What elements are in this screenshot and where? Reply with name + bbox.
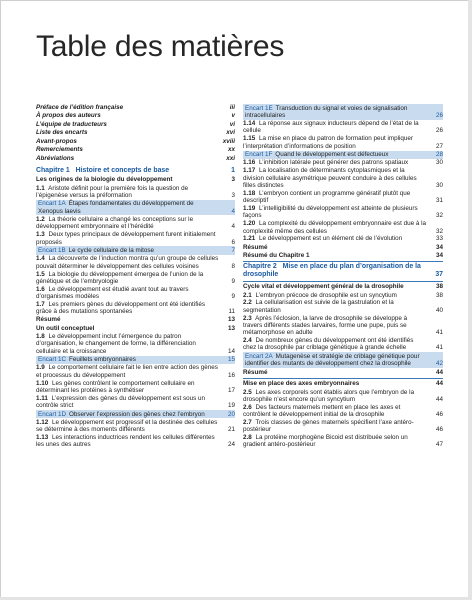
page-number: 3 (231, 176, 235, 184)
page-number: xvi (226, 129, 235, 137)
toc-entry[interactable] (36, 255, 235, 270)
toc-section-text (36, 176, 225, 183)
page-number: 4 (231, 207, 235, 215)
toc-entry-text (243, 235, 433, 242)
toc-chapter-text (36, 167, 225, 175)
toc-encart-text (36, 200, 225, 215)
toc-entry[interactable] (243, 434, 443, 449)
toc-entry-number: 2.7 (243, 418, 252, 426)
page-number: 6 (231, 238, 235, 246)
toc-column-right (243, 104, 443, 449)
toc-entry-title: Aristote définit pour la première fois la question de l’épigenèse versus la préformation (36, 184, 189, 199)
toc-section-title: Résumé du Chapitre 1 (243, 251, 310, 259)
page-number: 44 (435, 395, 443, 403)
page-number: 30 (435, 159, 443, 167)
toc-entry-text (36, 434, 225, 449)
toc-entry-number: 2.4 (243, 337, 252, 345)
toc-entry-title: Les premiers gènes du développement ont été identifiés grâce à des mutations spontanées (36, 300, 205, 316)
toc-entry-number: 1.7 (36, 300, 45, 308)
toc-entry-title: Après l’éclosion, la larve de drosophile se développe à travers différents stades larvaires, forme une pupe, puis se métamorphose en adulte (243, 314, 408, 337)
toc-entry-text (36, 380, 225, 395)
toc-entry-number: 2.3 (243, 314, 252, 322)
toc-entry-text (243, 167, 433, 189)
toc-section[interactable] (36, 325, 235, 332)
page-number: 47 (435, 441, 443, 449)
toc-entry-text (243, 315, 433, 337)
page-number: 15 (227, 356, 235, 364)
toc-entry-text (243, 220, 433, 235)
encart-label: Encart 1C (38, 356, 66, 364)
page-number: 3 (231, 191, 235, 199)
toc-entry[interactable] (36, 395, 235, 410)
toc-entry[interactable] (36, 333, 235, 355)
toc-entry[interactable] (36, 216, 235, 231)
toc-entry-number: 2.2 (243, 299, 252, 307)
toc-entry[interactable] (36, 286, 235, 301)
toc-entry-text (243, 337, 433, 352)
toc-entry-text (243, 135, 433, 150)
toc-chapter-title: Mise en place du plan d’organisation de la drosophile (243, 263, 421, 279)
toc-entry[interactable] (36, 419, 235, 434)
page-number: 40 (435, 306, 443, 314)
toc-front-matter-text (36, 138, 223, 145)
toc-entry-title: Le comportement cellulaire fait le lien entre action des gènes et processus du développement (36, 364, 218, 379)
toc-encart-text (243, 151, 433, 158)
toc-front-matter[interactable] (36, 112, 235, 119)
encart-label: Encart 1D (38, 410, 66, 418)
toc-encart[interactable] (36, 410, 235, 418)
toc-entry-title: Deux types principaux de développement furent initialement proposés (36, 231, 216, 246)
toc-entry-text (36, 286, 225, 301)
section-divider (243, 378, 443, 379)
page-number: 13 (227, 316, 235, 324)
page-number: 1 (231, 167, 235, 175)
toc-entry-title: Le développement est étudié avant tout au travers d’organismes modèles (36, 285, 189, 300)
toc-section[interactable] (36, 316, 235, 323)
toc-entry-number: 1.6 (36, 285, 45, 293)
toc-encart[interactable] (243, 104, 443, 120)
toc-section[interactable] (243, 283, 443, 290)
toc-entry-text (36, 271, 225, 286)
page-number: 33 (435, 235, 443, 243)
toc-entry-title: L’expression des gènes du développement est sous un contrôle strict (36, 394, 206, 410)
toc-section-title: Un outil conceptuel (36, 324, 95, 332)
toc-front-matter-text (36, 121, 225, 128)
page-title: Table des matières (36, 30, 285, 63)
toc-entry-text (243, 419, 433, 434)
toc-front-matter-title: Liste des encarts (36, 129, 88, 137)
toc-entry-title: La localisation de déterminants cytoplasmiques et la division cellulaire asymétrique peuvent conduire à des cellules filles distinctes (243, 167, 417, 189)
toc-section[interactable] (36, 176, 235, 183)
toc-chapter[interactable] (243, 263, 443, 279)
toc-encart-title: Transduction du signal et voies de signalisation intracellulaires (245, 104, 408, 119)
toc-entry[interactable] (243, 159, 443, 166)
toc-entry-title: Trois classes de gènes maternels spécifient l’axe antéro-postérieur (243, 418, 414, 434)
page-number: 30 (435, 181, 443, 189)
page-number: xx (227, 146, 235, 154)
encart-label: Encart 1F (245, 151, 273, 159)
toc-entry-number: 2.6 (243, 403, 252, 411)
toc-entry[interactable] (243, 120, 443, 135)
toc-section-title: Résumé (243, 368, 268, 376)
page-number: 38 (435, 291, 443, 299)
toc-entry-number: 1.21 (243, 235, 256, 243)
toc-chapter-title: Histoire et concepts de base (75, 167, 170, 175)
toc-entry-number: 1.17 (243, 167, 256, 175)
toc-entry-title: Les interactions inductrices rendent les cellules différentes les unes des autres (36, 434, 215, 449)
page-number: 28 (435, 151, 443, 159)
section-divider (243, 281, 443, 282)
toc-entry[interactable] (243, 167, 443, 189)
toc-encart-text (243, 105, 433, 120)
toc-entry-title: Les axes corporels sont établis alors que l’embryon de la drosophile n’est encore qu’un syncytium (243, 388, 415, 403)
toc-front-matter-text (36, 129, 225, 136)
toc-entry-number: 2.1 (243, 291, 252, 299)
toc-section-text (243, 252, 433, 259)
toc-front-matter-title: Abréviations (36, 154, 75, 162)
toc-entry-text (36, 395, 225, 410)
toc-section-text (36, 325, 225, 332)
page-number: 31 (435, 197, 443, 205)
toc-entry[interactable] (243, 292, 443, 299)
toc-entry-title: L’embryon contient un programme génératif plutôt que descriptif (243, 189, 411, 205)
page-number: 19 (227, 402, 235, 410)
toc-entry-text (243, 190, 433, 205)
toc-entry-text (243, 434, 433, 449)
page-number: 9 (231, 277, 235, 285)
toc-encart-title: Le cycle cellulaire de la mitose (68, 246, 155, 254)
toc-entry-number: 2.8 (243, 434, 252, 442)
toc-entry-title: La protéine morphogène Bicoid est distribuée selon un gradient antéro-postérieur (243, 434, 408, 449)
encart-label: Encart 2A (245, 352, 273, 360)
toc-entry-number: 1.1 (36, 184, 45, 192)
toc-section[interactable] (243, 244, 443, 251)
toc-encart[interactable] (243, 352, 443, 368)
toc-section-title: Cycle vital et développement général de la drosophile (243, 283, 404, 291)
toc-entry-text (243, 120, 433, 135)
toc-entry-title: L’intelligibilité du développement est atteinte de plusieurs façons (243, 205, 418, 220)
toc-encart[interactable] (36, 200, 235, 216)
page-number: 26 (435, 111, 443, 119)
page-number: 16 (227, 371, 235, 379)
toc-entry-number: 1.19 (243, 205, 256, 213)
toc-entry-text (36, 301, 225, 316)
toc-chapter-text (243, 263, 433, 279)
toc-entry-text (36, 185, 225, 200)
toc-entry-text (36, 419, 225, 434)
page-number: xxi (226, 154, 235, 162)
toc-front-matter-title: Avant-propos (36, 137, 77, 145)
page-number: 41 (435, 329, 443, 337)
toc-front-matter-title: Remerciements (36, 146, 83, 154)
page-number: 7 (231, 246, 235, 254)
toc-entry-title: La réponse aux signaux inducteurs dépend de l’état de la cellule (243, 120, 419, 135)
toc-entry-text (36, 216, 225, 231)
toc-front-matter[interactable] (36, 121, 235, 128)
toc-entry[interactable] (36, 434, 235, 449)
page-number: 34 (435, 243, 443, 251)
toc-entry[interactable] (243, 235, 443, 242)
toc-entry-text (243, 205, 433, 220)
encart-label: Encart 1A (38, 200, 66, 208)
page-number: 8 (231, 262, 235, 270)
toc-entry[interactable] (243, 337, 443, 352)
toc-section-text (36, 316, 225, 323)
toc-entry[interactable] (243, 315, 443, 337)
toc-section-title: Résumé (36, 316, 61, 324)
toc-front-matter[interactable] (36, 138, 235, 145)
toc-section-title: Les origines de la biologie du développement (36, 176, 173, 184)
toc-entry-number: 1.3 (36, 231, 45, 239)
toc-entry-number: 1.15 (243, 135, 256, 143)
page-number: vi (229, 120, 235, 128)
toc-section-text (243, 283, 433, 290)
toc-encart[interactable] (243, 151, 443, 159)
page-number: v (231, 112, 235, 120)
toc-entry[interactable] (243, 135, 443, 150)
page-number: 4 (231, 223, 235, 231)
spacer (36, 163, 235, 166)
toc-entry-text (36, 333, 225, 355)
page-number: 26 (435, 127, 443, 135)
toc-encart-text (243, 353, 433, 368)
toc-entry[interactable] (36, 271, 235, 286)
toc-entry-number: 2.5 (243, 388, 252, 396)
toc-column-left (36, 104, 235, 449)
toc-section-text (243, 369, 433, 376)
toc-entry-text (36, 364, 225, 379)
toc-entry-title: Des facteurs maternels mettent en place les axes et contrôlent le développement initial de la drosophile (243, 403, 401, 418)
toc-entry[interactable] (243, 389, 443, 404)
toc-entry[interactable] (36, 185, 235, 200)
toc-front-matter-title: À propos des auteurs (36, 112, 101, 120)
page-number: 38 (435, 283, 443, 291)
toc-entry[interactable] (36, 301, 235, 316)
toc-entry-title: L’inhibition latérale peut générer des patrons spatiaux (259, 159, 409, 167)
toc-entry-text (36, 255, 225, 270)
toc-entry-text (243, 299, 433, 314)
toc-encart-title: Feuillets embryonnaires (69, 356, 136, 364)
toc-section[interactable] (243, 380, 443, 387)
toc-entry-number: 1.9 (36, 364, 45, 372)
toc-entry[interactable] (36, 380, 235, 395)
page-number: 13 (227, 324, 235, 332)
toc-entry-number: 1.13 (36, 434, 49, 442)
toc-entry-title: De nombreux gènes du développement ont été identifiés chez la drosophile par criblage génétique à grande échelle (243, 337, 414, 352)
toc-encart[interactable] (36, 356, 235, 364)
toc-entry-title: La mise en place du patron de formation peut impliquer l’interprétation d’informations de position (243, 135, 414, 150)
toc-front-matter-title: L’équipe de traducteurs (36, 120, 107, 128)
page-number: 32 (435, 227, 443, 235)
toc-entry[interactable] (36, 364, 235, 379)
toc-front-matter-text (36, 104, 225, 111)
toc-section-text (243, 380, 433, 387)
toc-entry-text (243, 159, 433, 166)
toc-section-title: Résumé (243, 243, 268, 251)
page-number: 42 (435, 360, 443, 368)
toc-encart-title: Mutagenèse et stratégie de criblage génétique pour identifier des mutants de développement chez la drosophile (245, 352, 420, 368)
page-number: 46 (435, 426, 443, 434)
page-number: 14 (227, 347, 235, 355)
toc-entry-text (243, 292, 433, 299)
toc-entry-number: 1.20 (243, 220, 256, 228)
page-number: 37 (435, 271, 443, 279)
page-number: xviii (222, 137, 235, 145)
page-number: 44 (435, 380, 443, 388)
page-number: 11 (228, 308, 235, 316)
toc-entry-number: 1.16 (243, 159, 256, 167)
toc-entry[interactable] (36, 231, 235, 246)
toc-front-matter-text (36, 112, 225, 119)
toc-section[interactable] (243, 369, 443, 376)
toc-front-matter-text (36, 155, 225, 162)
toc-entry-text (243, 389, 433, 404)
toc-encart-title: Observer l’expression des gènes chez l’embryon (69, 410, 205, 418)
page-number: 9 (231, 293, 235, 300)
toc-entry-title: Le développement est progressif et la destinée des cellules se détermine à des moments différents (36, 418, 218, 434)
page-number: 17 (227, 386, 235, 394)
toc-front-matter[interactable] (36, 146, 235, 153)
encart-label: Encart 1E (245, 104, 273, 112)
toc-entry[interactable] (243, 205, 443, 220)
toc-entry-number: 1.2 (36, 216, 45, 224)
toc-entry[interactable] (243, 404, 443, 419)
toc-entry-number: 1.4 (36, 255, 45, 263)
toc-entry-title: Les gènes contrôlent le comportement cellulaire en déterminant les protéines à synthétiser (36, 379, 195, 394)
page-number: 32 (435, 212, 443, 220)
toc-front-matter[interactable] (36, 129, 235, 136)
toc-entry[interactable] (243, 299, 443, 314)
toc-entry-title: Le développement est un élément clé de l’évolution (259, 235, 403, 243)
toc-chapter-number: Chapitre 1 (36, 167, 70, 175)
toc-encart-title: Étapes fondamentales du développement de Xenopus laevis (38, 200, 194, 215)
toc-front-matter[interactable] (36, 104, 235, 111)
section-divider (243, 261, 443, 262)
toc-front-matter-title: Préface de l’édition française (36, 104, 124, 111)
page-number: 41 (435, 344, 443, 352)
toc-front-matter[interactable] (36, 155, 235, 162)
toc-entry-title: La théorie cellulaire a changé les conceptions sur le développement embryonnaire et l’hérédité (36, 216, 194, 231)
toc-encart-text (36, 356, 225, 363)
page-number: iii (229, 104, 235, 111)
toc-entry-number: 1.5 (36, 270, 45, 278)
page-number: 21 (227, 426, 235, 434)
page-number: 27 (435, 142, 443, 150)
page-number: 46 (435, 411, 443, 418)
page-number: 44 (435, 368, 443, 376)
page-number: 20 (227, 410, 235, 418)
page-number: 24 (227, 441, 235, 449)
toc-section-title: Mise en place des axes embryonnaires (243, 380, 360, 388)
toc-entry-title: La cellularisation est suivie de la gastrulation et la segmentation (243, 299, 394, 314)
toc-entry[interactable] (243, 190, 443, 205)
toc-entry-number: 1.12 (36, 418, 49, 426)
toc-section[interactable] (243, 252, 443, 259)
toc-entry-title: L’embryon précoce de drosophile est un syncytium (255, 291, 397, 299)
toc-front-matter-text (36, 146, 225, 153)
toc-entry-text (243, 404, 433, 419)
toc-encart[interactable] (36, 246, 235, 254)
toc-entry-number: 1.18 (243, 189, 256, 197)
page-number: 34 (435, 251, 443, 259)
scroll-gutter (468, 0, 472, 600)
toc-section-text (243, 244, 433, 251)
toc-encart-title: Quand le développement est défectueux (275, 151, 389, 159)
toc-entry-text (36, 231, 225, 246)
toc-encart-text (36, 411, 225, 418)
toc-entry-number: 1.8 (36, 333, 45, 341)
toc-entry-title: La biologie du développement émergea de l’union de la génétique et de l’embryologie (36, 270, 204, 285)
encart-label: Encart 1B (38, 246, 66, 254)
toc-chapter-number: Chapitre 2 (243, 263, 277, 271)
toc-entry-number: 1.14 (243, 120, 256, 128)
toc-entry-number: 1.11 (36, 394, 48, 402)
toc-entry[interactable] (243, 220, 443, 235)
toc-encart-text (36, 247, 225, 254)
toc-entry-title: La découverte de l’induction montra qu’un groupe de cellules pouvait déterminer le développement des cellules voisines (36, 255, 219, 270)
toc-entry-title: La complexité du développement embryonnaire est due à la complexité même des cellules (243, 220, 426, 235)
toc-entry-title: Le développement inclut l’émergence du patron d’organisation, le changement de forme, la différenciation cellulaire et la croissance (36, 333, 196, 355)
toc-entry-number: 1.10 (36, 379, 49, 387)
toc-entry[interactable] (243, 419, 443, 434)
toc-chapter[interactable] (36, 167, 235, 175)
